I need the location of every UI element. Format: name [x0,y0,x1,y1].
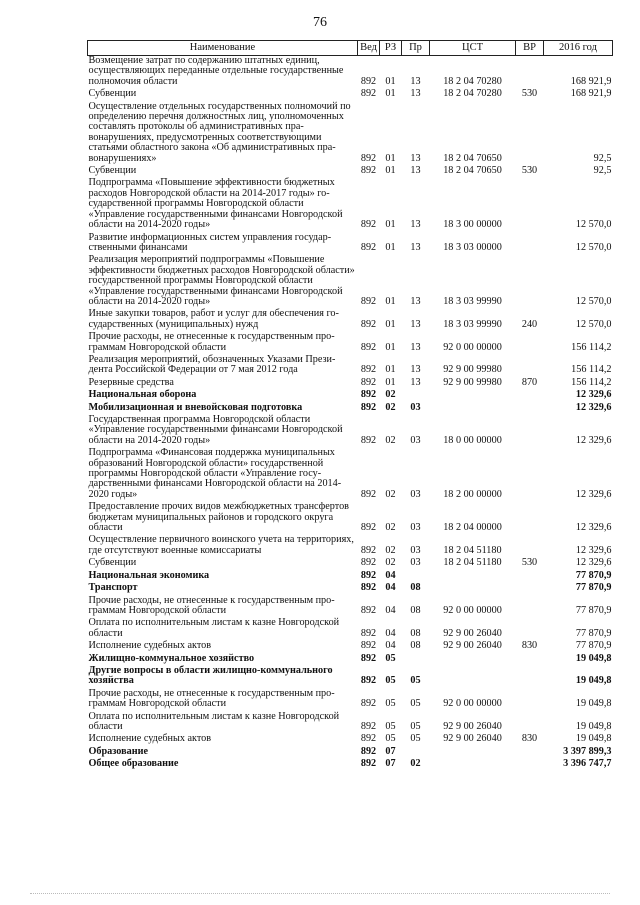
row-ved: 892 [360,582,377,594]
row-rz: 01 [385,152,396,164]
row-name: Реализация мероприятий, обозначенных Указами Президента Российской Федерации от 7 мая 2012 года [88,353,336,376]
row-cst: 92 9 00 26040 [443,627,502,639]
table-row [88,502,613,535]
row-rz: 05 [385,720,396,732]
row-rz: 02 [385,544,396,556]
row-ved: 892 [360,219,377,231]
header-vr: ВР [516,41,544,56]
row-name: Развитие информационных систем управления государственными финансами [88,231,332,253]
row-pr: 13 [410,341,421,353]
table-row [88,390,613,402]
row-pr: 03 [410,488,421,500]
row-rz: 05 [385,698,396,710]
row-vr: 830 [521,640,538,652]
row-ved: 892 [360,522,377,534]
row-sum: 12 329,6 [575,401,612,413]
row-sum: 156 114,2 [571,364,612,376]
row-cst [430,403,516,415]
row-vr: 240 [521,318,538,330]
row-vr [516,618,544,641]
row-cst [430,654,516,666]
row-name: Прочие расходы, не отнесенные к государственным программам Новгородской области [88,594,335,616]
row-cst: 18 2 04 70650 [443,165,502,177]
row-cst: 92 0 00 00000 [443,604,502,616]
row-ved: 892 [360,745,377,757]
row-ved: 892 [360,557,377,569]
row-rz: 04 [385,569,396,581]
row-vr [516,178,544,232]
row-cst: 92 9 00 26040 [443,640,502,652]
row-ved: 892 [360,652,377,664]
row-pr: 05 [410,675,421,687]
row-sum: 3 397 899,3 [563,745,612,757]
table-row [88,712,613,735]
row-rz: 04 [385,627,396,639]
row-name: Субвенции [88,165,137,177]
row-pr: 03 [410,434,421,446]
row-rz: 02 [385,557,396,569]
row-sum: 92,5 [593,165,612,177]
row-name: Реализация мероприятий подпрограммы «Повышение эффективности бюджетных расходов Новгородской области» государственной программы Новгородской области «Управление государственными финансами Новгородской области на 2014-2020 годы» [88,254,355,307]
row-sum: 77 870,9 [575,582,612,594]
budget-table [87,40,613,772]
row-pr: 13 [410,152,421,164]
row-rz: 01 [385,75,396,87]
row-vr [516,403,544,415]
row-pr: 13 [410,318,421,330]
row-sum: 3 396 747,7 [563,758,612,770]
row-name: Оплата по исполнительным листам к казне Новгородской области [88,710,340,732]
header-pr: Пр [402,41,430,56]
row-cst: 92 9 00 99980 [443,376,502,388]
row-vr [516,415,544,448]
row-name: Жилищно-коммунальное хозяйство [88,652,255,664]
table-row [88,355,613,378]
table-body [88,56,613,772]
row-ved: 892 [360,364,377,376]
table-row [88,233,613,256]
header-sum: 2016 год [544,41,613,56]
row-cst: 92 9 00 99980 [443,364,502,376]
row-ved: 892 [360,165,377,177]
row-vr [516,571,544,583]
row-vr: 870 [521,376,538,388]
table-row [88,448,613,502]
row-sum: 168 921,9 [570,75,612,87]
header-name: Наименование [88,41,358,56]
row-cst [430,666,516,689]
row-rz: 01 [385,165,396,177]
row-pr: 03 [410,544,421,556]
row-ved: 892 [360,675,377,687]
row-pr: 08 [410,604,421,616]
row-name: Оплата по исполнительным листам к казне Новгородской области [88,617,340,639]
row-cst: 18 2 00 00000 [443,488,502,500]
row-rz: 04 [385,640,396,652]
row-pr: 13 [410,75,421,87]
row-ved: 892 [360,295,377,307]
row-name: Исполнение судебных актов [88,640,212,652]
row-ved: 892 [360,241,377,253]
row-cst [430,747,516,759]
row-ved: 892 [360,318,377,330]
row-sum: 19 049,8 [575,652,612,664]
row-pr: 05 [410,698,421,710]
row-vr [516,596,544,619]
row-rz: 07 [385,758,396,770]
row-sum: 19 049,8 [575,675,612,687]
row-vr [516,654,544,666]
row-cst: 18 3 03 00000 [443,241,502,253]
row-pr: 03 [410,401,421,413]
table-row [88,571,613,583]
table-row [88,583,613,595]
header-ved: Вед [358,41,380,56]
row-sum: 12 570,0 [575,219,612,231]
row-name: Субвенции [88,557,137,569]
row-ved: 892 [360,720,377,732]
row-cst: 92 0 00 00000 [443,341,502,353]
table-row [88,666,613,689]
row-vr: 530 [521,557,538,569]
row-ved: 892 [360,341,377,353]
row-sum: 77 870,9 [575,627,612,639]
row-vr [516,502,544,535]
row-sum: 12 329,6 [575,522,612,534]
row-ved: 892 [360,698,377,710]
table-row [88,255,613,309]
row-vr [516,355,544,378]
row-name: Исполнение судебных актов [88,733,212,745]
row-vr [516,102,544,166]
table-row [88,102,613,166]
row-cst [430,571,516,583]
row-ved: 892 [360,434,377,446]
row-cst: 18 3 00 00000 [443,219,502,231]
row-ved: 892 [360,569,377,581]
row-sum: 19 049,8 [575,720,612,732]
row-vr: 830 [521,733,538,745]
row-rz: 01 [385,318,396,330]
row-cst [430,583,516,595]
row-name: Иные закупки товаров, работ и услуг для обеспечения государственных (муниципальных) нужд [88,308,339,330]
row-vr: 530 [521,165,538,177]
row-pr: 13 [410,364,421,376]
row-pr [402,654,430,666]
row-sum: 77 870,9 [575,640,612,652]
row-sum: 12 329,6 [575,557,612,569]
row-vr [516,233,544,256]
row-pr: 05 [410,720,421,732]
row-rz: 02 [385,488,396,500]
table-row [88,309,613,332]
row-vr [516,56,544,90]
row-pr: 02 [410,758,421,770]
row-vr [516,390,544,402]
row-ved: 892 [360,75,377,87]
row-rz: 02 [385,389,396,401]
row-sum: 12 570,0 [575,241,612,253]
row-ved: 892 [360,544,377,556]
row-pr: 13 [410,88,421,100]
table-row [88,89,613,101]
row-pr: 08 [410,627,421,639]
row-vr [516,255,544,309]
row-sum: 12 329,6 [575,389,612,401]
row-name: Государственная программа Новгородской области «Управление государственными финансами Новгородской области на 2014-2020 годы» [88,414,343,446]
row-name: Подпрограмма «Повышение эффективности бюджетных расходов Новгородской области на 2014-2017 годы» государственной программы Новгородской области «Управление государственными финансами Новгородской области на 2014-2020 годы» [88,177,343,231]
row-pr: 13 [410,376,421,388]
table-header-row [88,41,613,56]
table-row [88,689,613,712]
row-cst: 18 3 03 99990 [443,318,502,330]
row-pr: 13 [410,295,421,307]
row-name: Осуществление отдельных государственных полномочий по определению перечня должностных лиц, уполномоченных составлять протоколы об административных правонарушениях, предусмотренных соответствующими статьями областного закона «Об административных правонарушениях» [88,100,351,164]
row-name: Национальная оборона [88,389,197,401]
row-sum: 156 114,2 [571,341,612,353]
row-vr [516,666,544,689]
row-rz: 01 [385,376,396,388]
row-sum: 12 329,6 [575,488,612,500]
header-rz: РЗ [380,41,402,56]
row-vr [516,712,544,735]
row-ved: 892 [360,152,377,164]
row-ved: 892 [360,640,377,652]
row-cst: 18 2 04 70280 [443,75,502,87]
row-cst: 92 0 00 00000 [443,698,502,710]
row-vr [516,583,544,595]
row-rz: 04 [385,582,396,594]
row-vr [516,448,544,502]
row-pr: 03 [410,522,421,534]
row-ved: 892 [360,733,377,745]
row-name: Резервные средства [88,376,174,388]
row-pr: 03 [410,557,421,569]
row-pr: 08 [410,640,421,652]
table-row [88,415,613,448]
row-cst: 92 9 00 26040 [443,720,502,732]
table-row [88,558,613,570]
row-sum: 19 049,8 [575,733,612,745]
row-ved: 892 [360,376,377,388]
row-name: Общее образование [88,758,179,770]
row-name: Мобилизационная и вневойсковая подготовка [88,401,303,413]
row-name: Субвенции [88,88,137,100]
row-cst: 18 2 04 70650 [443,152,502,164]
row-name: Осуществление первичного воинского учета на территориях, где отсутствуют военные комиссариаты [88,534,354,556]
row-sum: 92,5 [593,152,612,164]
row-sum: 12 329,6 [575,544,612,556]
row-rz: 01 [385,364,396,376]
row-vr [516,759,544,771]
row-rz: 01 [385,219,396,231]
row-rz: 07 [385,745,396,757]
table-row [88,641,613,653]
row-cst: 18 2 04 00000 [443,522,502,534]
row-name: Национальная экономика [88,569,210,581]
table-row [88,734,613,746]
row-rz: 02 [385,401,396,413]
row-ved: 892 [360,401,377,413]
table-row [88,535,613,558]
row-sum: 12 570,0 [575,318,612,330]
row-name: Предоставление прочих видов межбюджетных трансфертов бюджетам муниципальных районов и городского округа области [88,501,349,534]
row-cst [430,759,516,771]
row-pr: 13 [410,241,421,253]
row-cst: 92 9 00 26040 [443,733,502,745]
row-vr [516,332,544,355]
row-rz: 05 [385,733,396,745]
row-rz: 05 [385,675,396,687]
row-name: Прочие расходы, не отнесенные к государственным программам Новгородской области [88,331,335,353]
table-row [88,178,613,232]
row-rz: 04 [385,604,396,616]
table-row [88,759,613,771]
row-pr: 13 [410,165,421,177]
header-cst: ЦСТ [430,41,516,56]
row-vr: 530 [521,88,538,100]
row-name: Подпрограмма «Финансовая поддержка муниципальных образований Новгородской области» государственной программы Новгородской области «Управление государственными финансами Новгородской области на 2014-2020 годы» [88,447,342,500]
row-vr [516,689,544,712]
row-ved: 892 [360,627,377,639]
row-cst [430,390,516,402]
row-pr: 08 [410,582,421,594]
row-cst: 18 2 04 51180 [443,557,502,569]
row-pr [402,390,430,402]
table-row [88,56,613,90]
row-cst: 18 2 04 51180 [443,544,502,556]
row-name: Возмещение затрат по содержанию штатных единиц, осуществляющих переданные отдельные государственные полномочия области [88,55,344,87]
row-name: Образование [88,745,149,757]
row-cst: 18 2 04 70280 [443,88,502,100]
row-pr: 05 [410,733,421,745]
row-vr [516,535,544,558]
scan-edge-line [30,893,610,894]
row-sum: 12 329,6 [575,434,612,446]
row-sum: 168 921,9 [570,88,612,100]
row-rz: 01 [385,341,396,353]
row-ved: 892 [360,604,377,616]
row-cst: 18 3 03 99990 [443,295,502,307]
row-rz: 01 [385,241,396,253]
table-row [88,596,613,619]
row-name: Другие вопросы в области жилищно-коммунального хозяйства [88,664,333,687]
row-ved: 892 [360,758,377,770]
row-ved: 892 [360,88,377,100]
row-ved: 892 [360,389,377,401]
row-name: Транспорт [88,582,138,594]
table-row [88,618,613,641]
row-sum: 12 570,0 [575,295,612,307]
row-rz: 01 [385,88,396,100]
row-pr: 13 [410,219,421,231]
row-ved: 892 [360,488,377,500]
table-row [88,332,613,355]
row-sum: 77 870,9 [575,569,612,581]
row-rz: 02 [385,522,396,534]
row-name: Прочие расходы, не отнесенные к государственным программам Новгородской области [88,687,335,710]
row-cst: 18 0 00 00000 [443,434,502,446]
row-rz: 02 [385,434,396,446]
row-rz: 01 [385,295,396,307]
page-number: 76 [313,15,327,30]
row-sum: 156 114,2 [571,376,612,388]
row-rz: 05 [385,652,396,664]
row-sum: 19 049,8 [575,698,612,710]
row-sum: 77 870,9 [575,604,612,616]
row-vr [516,747,544,759]
